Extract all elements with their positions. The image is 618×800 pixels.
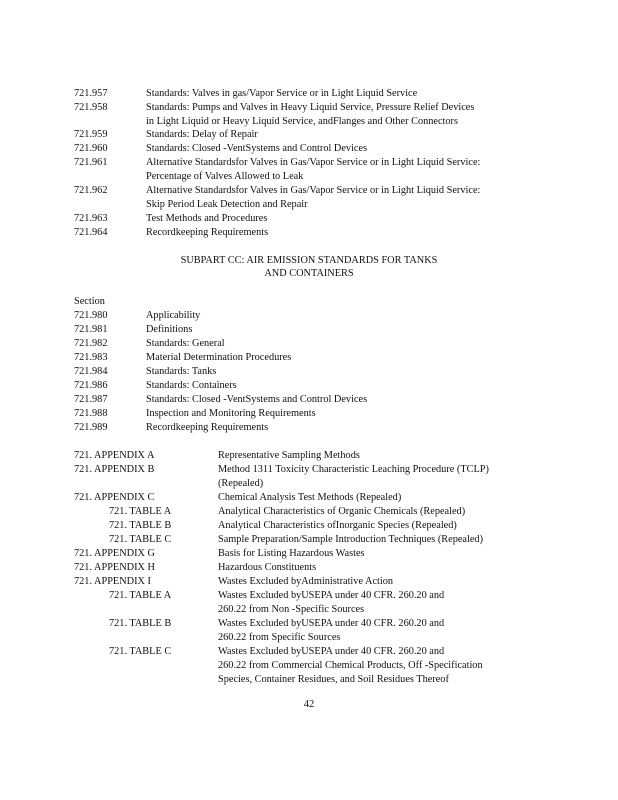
section-number: 721.964 (74, 227, 108, 238)
appendix-title: Method 1311 Toxicity Characteristic Leaching Procedure (TCLP) (218, 464, 489, 475)
section-title: Material Determination Procedures (146, 352, 292, 363)
section-number: 721.960 (74, 143, 108, 154)
section-number: 721.987 (74, 394, 108, 405)
appendix-title: Representative Sampling Methods (218, 450, 360, 461)
table-title: Wastes Excluded byUSEPA under 40 CFR. 260.20 and (218, 618, 445, 629)
table-title: Wastes Excluded byUSEPA under 40 CFR. 260.20 and (218, 646, 445, 657)
section-label: Section (74, 296, 105, 307)
section-number: 721.980 (74, 310, 108, 321)
section-title: Standards: General (146, 338, 225, 349)
appendix-title: Chemical Analysis Test Methods (Repealed) (218, 492, 402, 503)
section-title: Standards: Closed -VentSystems and Control Devices (146, 394, 368, 405)
appendix-title: Hazardous Constituents (218, 562, 317, 573)
section-title: Standards: Pumps and Valves in Heavy Liquid Service, Pressure Relief Devices (146, 102, 475, 113)
section-title-continued: Percentage of Valves Allowed to Leak (146, 171, 304, 182)
appendix-label: 721. APPENDIX G (74, 548, 155, 559)
table-title: Sample Preparation/Sample Introduction Techniques (Repealed) (218, 534, 484, 545)
table-title-continued: 260.22 from Commercial Chemical Products, Off -Specification (218, 660, 483, 671)
appendix-title-continued: (Repealed) (218, 478, 264, 489)
section-number: 721.963 (74, 213, 108, 224)
section-title: Applicability (146, 310, 201, 321)
section-title: Alternative Standardsfor Valves in Gas/Vapor Service or in Light Liquid Service: (146, 157, 481, 168)
table-label: 721. TABLE C (109, 534, 172, 545)
section-number: 721.961 (74, 157, 108, 168)
table-label: 721. TABLE B (109, 618, 172, 629)
section-title: Inspection and Monitoring Requirements (146, 408, 316, 419)
section-number: 721.986 (74, 380, 108, 391)
section-number: 721.989 (74, 422, 108, 433)
table-label: 721. TABLE C (109, 646, 172, 657)
section-title: Standards: Delay of Repair (146, 129, 258, 140)
section-number: 721.982 (74, 338, 108, 349)
section-number: 721.957 (74, 88, 108, 99)
table-title: Wastes Excluded byUSEPA under 40 CFR. 260.20 and (218, 590, 445, 601)
section-title: Alternative Standardsfor Valves in Gas/Vapor Service or in Light Liquid Service: (146, 185, 481, 196)
section-title: Recordkeeping Requirements (146, 422, 269, 433)
appendix-title: Wastes Excluded byAdministrative Action (218, 576, 394, 587)
appendix-label: 721. APPENDIX A (74, 450, 155, 461)
section-title: Standards: Tanks (146, 366, 217, 377)
appendix-title: Basis for Listing Hazardous Wastes (218, 548, 365, 559)
section-title: Standards: Containers (146, 380, 237, 391)
section-number: 721.962 (74, 185, 108, 196)
section-title-continued: in Light Liquid or Heavy Liquid Service, andFlanges and Other Connectors (146, 116, 458, 127)
subpart-heading-line1: SUBPART CC: AIR EMISSION STANDARDS FOR TANKS (180, 255, 438, 266)
table-label: 721. TABLE A (109, 590, 172, 601)
subpart-heading-line2: AND CONTAINERS (264, 268, 354, 279)
section-title: Recordkeeping Requirements (146, 227, 269, 238)
section-number: 721.984 (74, 366, 108, 377)
section-title: Standards: Valves in gas/Vapor Service or in Light Liquid Service (146, 88, 418, 99)
appendix-label: 721. APPENDIX C (74, 492, 155, 503)
section-title-continued: Skip Period Leak Detection and Repair (146, 199, 308, 210)
table-label: 721. TABLE A (109, 506, 172, 517)
page-number: 42 (303, 699, 315, 710)
table-label: 721. TABLE B (109, 520, 172, 531)
appendix-label: 721. APPENDIX B (74, 464, 155, 475)
appendix-label: 721. APPENDIX I (74, 576, 151, 587)
table-title: Analytical Characteristics of Organic Chemicals (Repealed) (218, 506, 466, 517)
table-title-continued: 260.22 from Specific Sources (218, 632, 341, 643)
table-title-continued: 260.22 from Non -Specific Sources (218, 604, 365, 615)
section-number: 721.983 (74, 352, 108, 363)
section-number: 721.958 (74, 102, 108, 113)
section-number: 721.988 (74, 408, 108, 419)
table-title-continued: Species, Container Residues, and Soil Residues Thereof (218, 674, 449, 685)
appendix-label: 721. APPENDIX H (74, 562, 155, 573)
section-number: 721.981 (74, 324, 108, 335)
section-number: 721.959 (74, 129, 108, 140)
section-title: Definitions (146, 324, 193, 335)
section-title: Test Methods and Procedures (146, 213, 268, 224)
table-title: Analytical Characteristics ofInorganic Species (Repealed) (218, 520, 457, 531)
section-title: Standards: Closed -VentSystems and Control Devices (146, 143, 368, 154)
